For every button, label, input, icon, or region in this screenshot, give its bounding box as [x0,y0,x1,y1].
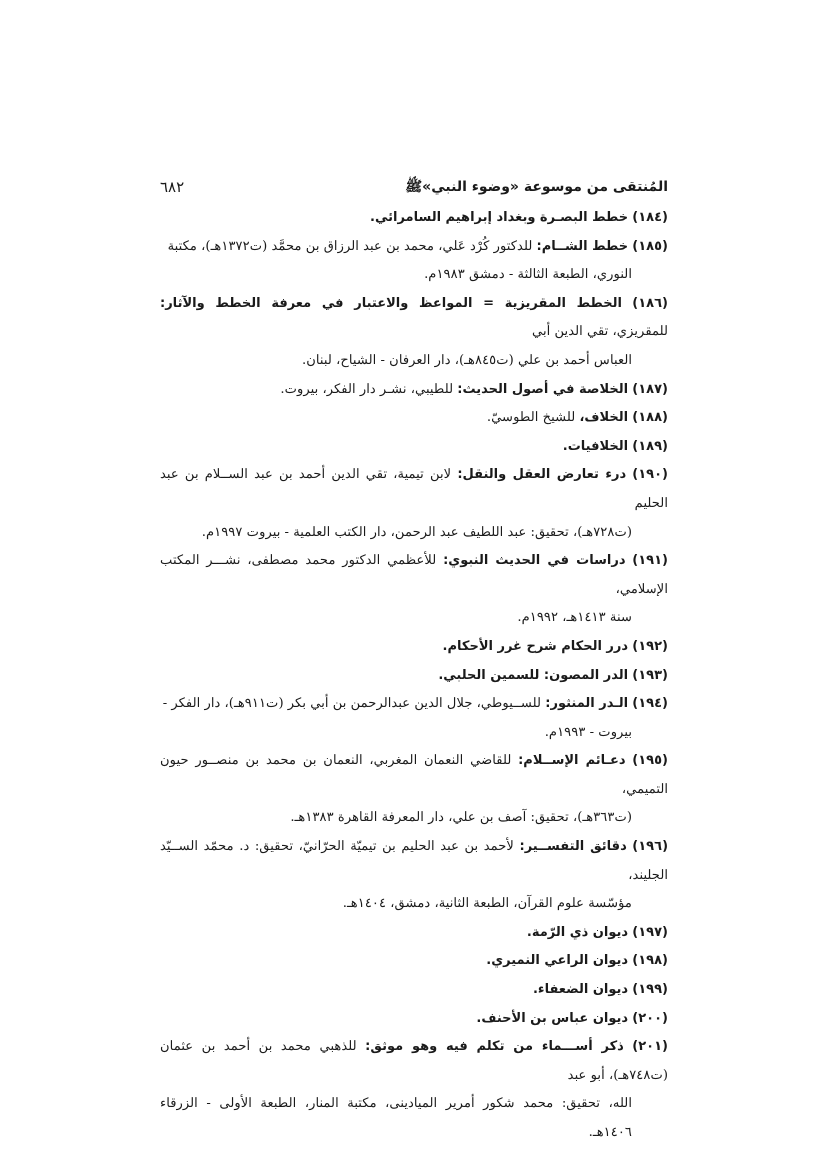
bibliography-entry [160,547,668,633]
entry-number: (١٩٧) [632,924,668,940]
bibliography-entry [160,747,668,833]
entry-number: (١٨٦) [632,295,668,311]
entry-details-continued: مؤسّسة علوم القرآن، الطبعة الثانية، دمشق، ١٤٠٤هـ. [342,896,632,912]
entry-details-continued: (ت٣٦٣هـ)، تحقيق: آصف بن علي، دار المعرفة القاهرة ١٣٨٣هـ. [290,810,632,826]
entry-title: درء تعارض العقل والنقل: [457,467,627,483]
bibliography-entry [160,404,668,433]
entry-details: للطيبي، نشـر دار الفكر، بيروت. [280,381,458,397]
bibliography-entry [160,947,668,976]
entry-title: الدر المصون: للسمين الحلبي. [438,667,629,683]
bibliography-entry [160,204,668,233]
entry-title: دراسات في الحديث النبوي: [443,553,626,569]
entry-title: دقائق التفســير: [519,839,627,855]
entry-number: (١٩١) [632,553,668,569]
entry-title: ديوان الراعي النميري. [486,953,629,969]
entry-title: ذكر أســـماء من تكلم فيه وهو موثق: [365,1039,624,1055]
entry-number: (١٨٥) [632,238,668,254]
entry-details: لأحمد بن عبد الحليم بن تيميّة الحرّانيّ، تحقيق: د. محمّد الســيّد الجليند، [160,839,668,883]
entry-number: (١٨٤) [632,210,668,225]
entry-title: خطط الشــام: [536,238,629,254]
bibliography-entry [160,233,668,290]
entry-number: (١٩٩) [632,982,668,998]
entry-number: (١٩٦) [632,839,669,855]
entry-details: للمقريزي، تقي الدين أبي [531,324,668,340]
entry-number: (١٨٨) [632,410,668,426]
bibliography-entry [160,1033,668,1147]
running-header [160,176,668,202]
entry-number: (١٨٩) [632,438,668,454]
bibliography-entry [160,633,668,662]
entry-number: (٢٠٠) [632,1010,668,1026]
entry-details-continued: سنة ١٤١٣هـ، ١٩٩٢م. [517,610,632,626]
page-number: ٦٨٢ [160,178,185,196]
bibliography-entry [160,433,668,462]
bibliography-entry [160,919,668,948]
entry-details-continued: العباس أحمد بن علي (ت٨٤٥هـ)، دار العرفان - الشياح، لبنان. [302,352,632,368]
entry-number: (١٩٢) [632,638,668,654]
entry-details: للذهبي محمد بن أحمد بن عثمان (ت٧٤٨هـ)، أبو عبد [160,1039,668,1083]
bibliography-entry [160,662,668,691]
bibliography-entry [160,376,668,405]
entry-number: (١٩٨) [632,953,668,969]
entry-details-continued: (ت٧٢٨هـ)، تحقيق: عبد اللطيف عبد الرحمن، دار الكتب العلمية - بيروت ١٩٩٧م. [201,524,632,540]
entry-number: (١٩٥) [632,753,668,769]
entry-title: الخلاصة في أصول الحديث: [457,381,629,397]
bibliography-entry [160,690,668,747]
entry-title: خطط البصـرة وبغداد إبراهيم السامرائي. [370,210,629,225]
bibliography-entry [160,461,668,547]
entry-number: (١٩٠) [632,467,668,483]
bibliography-entry [160,1005,668,1034]
entry-number: (٢٠١) [632,1039,668,1055]
entry-details-continued: النوري، الطبعة الثالثة - دمشق ١٩٨٣م. [424,267,632,283]
entry-number: (١٨٧) [632,381,668,397]
entry-title: الخلاف، [579,410,629,426]
bibliography-entry [160,833,668,919]
bibliography-list [160,204,668,1148]
entry-details-continued: بيروت - ١٩٩٣م. [544,724,632,740]
entry-number: (١٩٤) [632,696,668,712]
entry-number: (١٩٣) [632,667,668,683]
entry-title: الخطط المقريزية = المواعظ والاعتبار في معرفة الخطط والآثار: [160,295,622,311]
entry-title: دعـائم الإســلام: [518,753,626,769]
entry-details: للشيخ الطوسيّ. [486,410,580,426]
entry-details: للســيوطي، جلال الدين عبدالرحمن بن أبي بكر (ت٩١١هـ)، دار الفكر - [162,696,546,712]
entry-title: درر الحكام شرح غرر الأحكام. [442,638,629,654]
entry-title: ديوان الضعفاء. [532,982,629,998]
entry-title: الخلافيات. [562,438,629,454]
entry-details: لابن تيمية، تقي الدين أحمد بن عبد الســلام بن عبد الحليم [160,467,668,511]
entry-title: ديوان عباس بن الأحنف. [476,1010,629,1026]
entry-details: للدكتور كُرْد عَلي، محمد بن عبد الرزاق بن محمَّد (ت١٣٧٢هـ)، مكتبة [167,238,537,254]
entry-details-continued: الله، تحقيق: محمد شكور أمرير الميادينى، مكتبة المنار، الطبعة الأولى - الزرقاء ١٤٠٦هـ. [160,1096,632,1140]
bibliography-entry [160,290,668,376]
entry-details: للأعظمي الدكتور محمد مصطفى، نشـــر المكتب الإسلامي، [160,553,668,597]
entry-title: ديوان ذي الرّمة. [526,924,629,940]
bibliography-entry [160,976,668,1005]
running-title: المُنتقى من موسوعة «وضوء النبي»ﷺ [405,179,668,195]
entry-title: الـدر المنثور: [545,696,629,712]
entry-details: للقاضي النعمان المغربي، النعمان بن محمد بن منصــور حيون التميمي، [160,753,668,797]
